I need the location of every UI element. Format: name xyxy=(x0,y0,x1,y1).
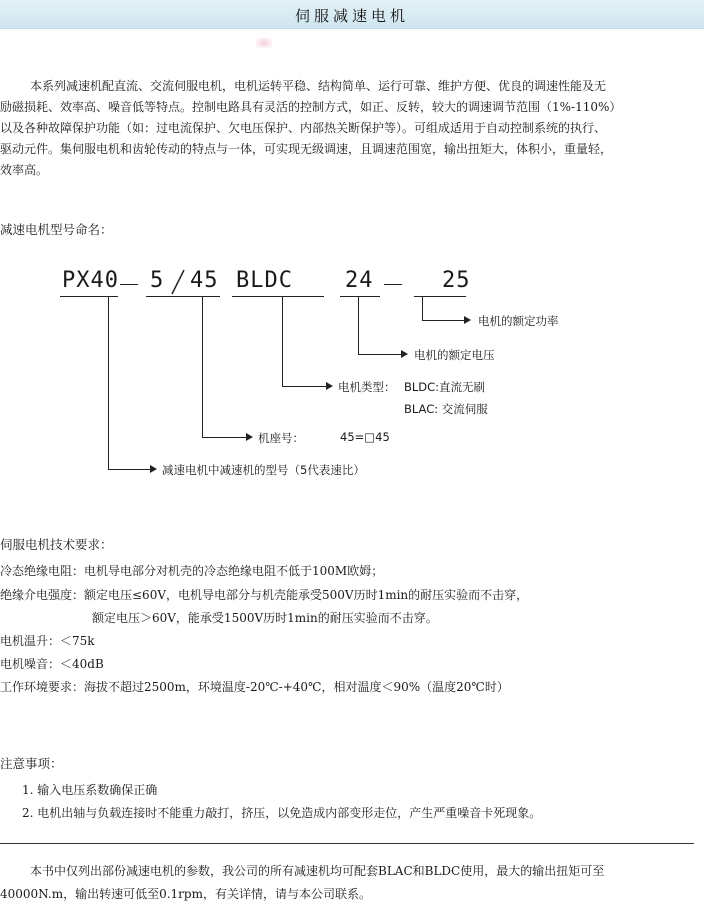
leader-line-type xyxy=(282,386,326,387)
model-underline xyxy=(60,296,118,297)
arrow-power xyxy=(464,316,471,324)
model-dash xyxy=(384,284,402,285)
leader-line-power xyxy=(422,297,423,320)
model-motor-type: BLDC xyxy=(236,268,293,293)
callout-voltage: 电机的额定电压 xyxy=(414,348,495,362)
model-underline xyxy=(232,296,324,297)
leader-line-power xyxy=(422,320,464,321)
callout-type-label: 电机类型： xyxy=(338,380,396,394)
model-power: 25 xyxy=(442,268,471,293)
spec-environment: 工作环境要求：海拔不超过2500m，环境温度-20℃-+40℃，相对温度＜90%（温度20℃时） xyxy=(0,680,509,694)
model-frame: 45 xyxy=(190,268,219,293)
callout-type-bldc: BLDC:直流无刷 xyxy=(404,380,486,394)
intro-line: 效率高。 xyxy=(0,163,49,177)
model-voltage: 24 xyxy=(345,268,374,293)
pink-smudge xyxy=(256,38,272,48)
footer-divider xyxy=(0,843,694,844)
intro-line: 本系列减速机配直流、交流伺服电机，电机运转平稳、结构简单、运行可靠、维护方便、优良的调速性能及无 xyxy=(30,79,607,93)
leader-line-voltage xyxy=(358,297,359,354)
arrow-series xyxy=(150,465,157,473)
arrow-frame xyxy=(246,433,253,441)
callout-power: 电机的额定功率 xyxy=(478,314,559,328)
leader-line-frame xyxy=(202,297,203,437)
footer-line: 本书中仅列出部份减速电机的参数，我公司的所有减速机均可配套BLAC和BLDC使用，最大的输出扭矩可至 xyxy=(30,864,605,878)
leader-line-series xyxy=(108,469,150,470)
spec-dielectric-strength-cont: 额定电压＞60V，能承受1500V历时1min的耐压实验而不击穿。 xyxy=(92,611,438,625)
leader-line-frame xyxy=(202,437,246,438)
leader-line-voltage xyxy=(358,354,401,355)
model-slash xyxy=(170,268,186,296)
arrow-voltage xyxy=(401,350,408,358)
model-series: PX40 xyxy=(62,268,119,293)
footer-line: 40000N.m，输出转速可低至0.1rpm，有关详情，请与本公司联系。 xyxy=(0,887,371,901)
intro-line: 驱动元件。集伺服电机和齿轮传动的特点与一体，可实现无级调速，且调速范围宽，输出扭矩大，体积小，重量轻， xyxy=(0,142,613,156)
callout-series-desc: 减速电机中减速机的型号（5代表速比） xyxy=(162,463,365,477)
leader-line-series xyxy=(108,297,109,469)
naming-section-title: 减速电机型号命名： xyxy=(0,222,113,237)
arrow-type xyxy=(326,382,333,390)
spec-insulation-resistance: 冷态绝缘电阻：电机导电部分对机壳的冷态绝缘电阻不低于100M欧姆； xyxy=(0,564,384,578)
note-item: 2. 电机出轴与负载连接时不能重力敲打，挤压，以免造成内部变形走位，产生严重噪音卡死现象。 xyxy=(22,806,542,820)
model-ratio: 5 xyxy=(150,268,165,293)
model-underline xyxy=(340,296,380,297)
notes-section-title: 注意事项： xyxy=(0,756,63,771)
model-dash xyxy=(120,284,138,285)
spec-temperature-rise: 电机温升：＜75k xyxy=(0,634,95,648)
callout-frame-value: 45=□45 xyxy=(340,430,390,444)
spec-dielectric-strength: 绝缘介电强度：额定电压≤60V，电机导电部分与机壳能承受500V历时1min的耐压实验而不击穿， xyxy=(0,588,529,602)
model-underline xyxy=(146,296,220,297)
note-item: 1. 输入电压系数确保正确 xyxy=(22,783,158,797)
leader-line-type xyxy=(282,297,283,386)
callout-frame-label: 机座号： xyxy=(258,431,304,445)
page-title: 伺服减速电机 xyxy=(294,7,409,25)
intro-line: 励磁损耗、效率高、噪音低等特点。控制电路具有灵活的控制方式，如正、反转，较大的调速调节范围（1%-110%） xyxy=(0,100,622,114)
tech-section-title: 伺服电机技术要求： xyxy=(0,537,113,552)
callout-type-blac: BLAC: 交流伺服 xyxy=(404,402,488,416)
intro-line: 以及各种故障保护功能（如：过电流保护、欠电压保护、内部热关断保护等）。可组成适用于自动控制系统的执行、 xyxy=(0,121,607,135)
spec-noise: 电机噪音：＜40dB xyxy=(0,657,104,671)
